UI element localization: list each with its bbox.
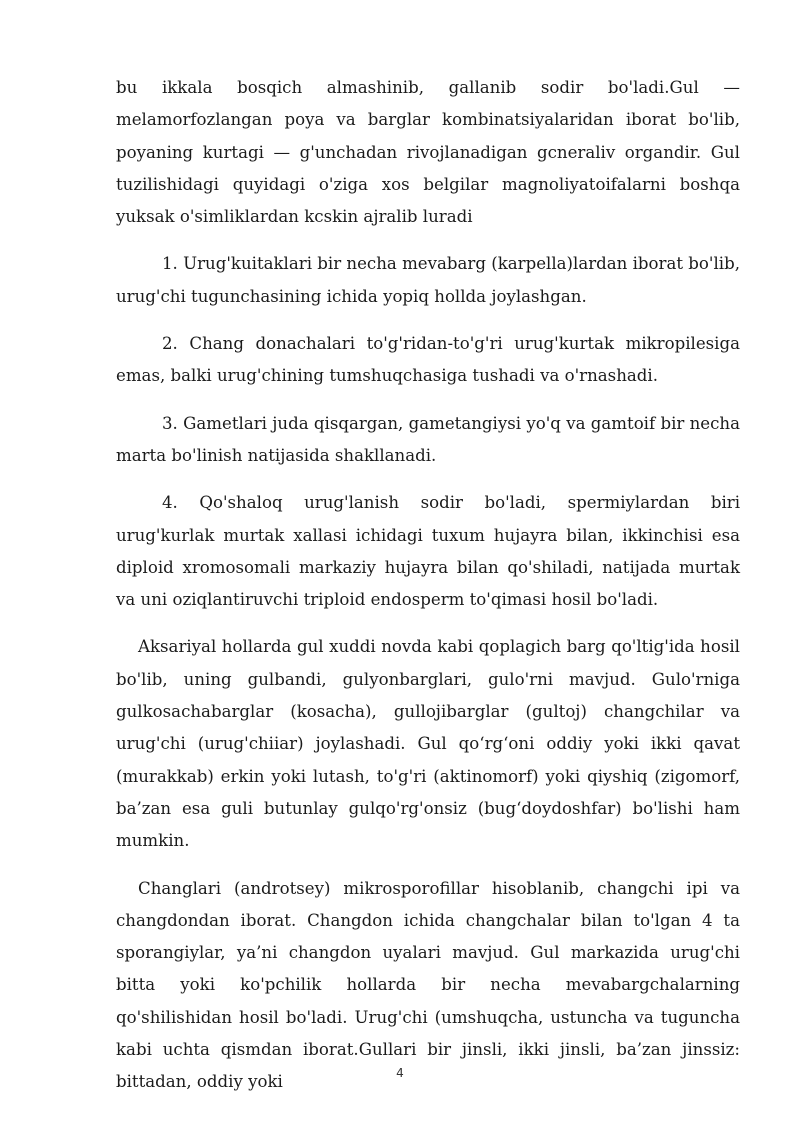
- flower-structure-paragraph: Aksariyal hollarda gul xuddi novda kabi qoplagich barg qo'ltig'ida hosil bo'lib, uning gulbandi, gulyonbarglari, gulo'rni mavjud. Gulo'rniga gulkosachabarglar (kosacha), gullojibarglar (gultoj) changchilar va urug'chi (urug'chiiar) joylashadi. Gul qo‘rg‘oni oddiy yoki ikki qavat (murakkab) erkin yoki lutash, to'g'ri (aktinomorf) yoki qiyshiq (zigomorf, ba’zan esa guli butunlay gulqo'rg'onsiz (bug‘doydoshfar) bo'lishi ham mumkin.: [116, 637, 740, 851]
- numbered-item-3: 3. Gametlari juda qisqargan, gametangiysi yo'q va gamtoif bir necha marta bo'linish natijasida shakllanadi.: [116, 413, 740, 465]
- numbered-item-1: 1. Urug'kuitaklari bir necha mevabarg (karpella)lardan iborat bo'lib, urug'chi tugunchasining ichida yopiq hollda joylashgan.: [116, 254, 740, 306]
- numbered-item-4: 4. Qo'shaloq urug'lanish sodir bo'ladi, spermiylardan biri urug'kurlak murtak xallasi ichidagi tuxum hujayra bilan, ikkinchisi esa diploid xromosomali markaziy hujayra bilan qo'shiladi, natijada murtak va uni oziqlantiruvchi triploid endosperm to'qimasi hosil bo'ladi.: [116, 493, 740, 610]
- intro-paragraph: bu ikkala bosqich almashinib, gallanib sodir bo'ladi.Gul — melamorfozlangan poya va barglar kombinatsiyalaridan iborat bo'lib, poyaning kurtagi — g'unchadan rivojlanadigan gcneraliv organdir. Gul tuzilishidagi quyidagi o'ziga xos belgilar magnoliyatoifalarni boshqa yuksak o'simliklardan kcskin ajralib luradi: [116, 78, 740, 227]
- page-number: 4: [396, 1066, 404, 1080]
- numbered-item-2: 2. Chang donachalari to'g'ridan-to'g'ri urug'kurtak mikropilesiga emas, balki urug'chining tumshuqchasiga tushadi va o'rnashadi.: [116, 334, 740, 386]
- document-body: [116, 72, 740, 1114]
- androecium-paragraph: Changlari (androtsey) mikrosporofillar hisoblanib, changchi ipi va changdondan iborat. Changdon ichida changchalar bilan to'lgan 4 ta sporangiylar, ya’ni changdon uyalari mavjud. Gul markazida urug'chi bitta yoki ko'pchilik hollarda bir necha mevabargchalarning qo'shilishidan hosil bo'ladi. Urug'chi (umshuqcha, ustuncha va tuguncha kabi uchta qismdan iborat.Gullari bir jinsli, ikki jinsli, ba’zan jinssiz: bittadan, oddiy yoki: [116, 878, 740, 1092]
